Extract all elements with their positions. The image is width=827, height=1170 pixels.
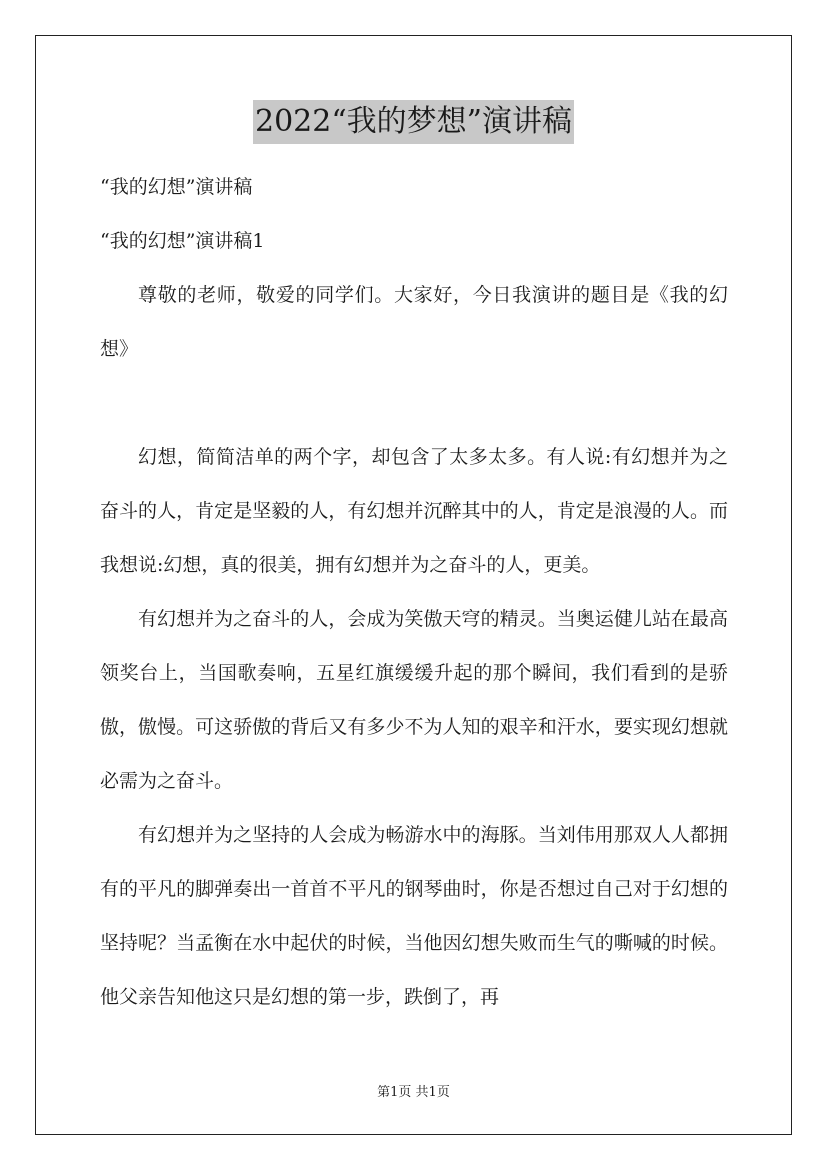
document-body (100, 160, 728, 1024)
document-title: 2022“我的梦想”演讲稿 (253, 100, 574, 144)
paragraph: 幻想，简简洁单的两个字，却包含了太多太多。有人说:有幻想并为之奋斗的人，肯定是坚毅的人，有幻想并沉醉其中的人，肯定是浪漫的人。而我想说:幻想，真的很美，拥有幻想并为之奋斗的人，更美。 (100, 446, 728, 576)
paragraph: 有幻想并为之奋斗的人，会成为笑傲天穹的精灵。当奥运健儿站在最高领奖台上，当国歌奏响，五星红旗缓缓升起的那个瞬间，我们看到的是骄傲，傲慢。可这骄傲的背后又有多少不为人知的艰辛和汗水，要实现幻想就必需为之奋斗。 (100, 608, 728, 792)
title-container (0, 100, 827, 144)
section-heading: “我的幻想”演讲稿1 (100, 230, 265, 252)
blank-line (100, 376, 728, 430)
page-footer: 第1页 共1页 (377, 1085, 450, 1100)
subtitle: “我的幻想”演讲稿 (100, 176, 253, 198)
paragraph-greeting: 尊敬的老师，敬爱的同学们。大家好，今日我演讲的题目是《我的幻想》 (100, 284, 728, 360)
paragraph: 有幻想并为之坚持的人会成为畅游水中的海豚。当刘伟用那双人人都拥有的平凡的脚弹奏出一首首不平凡的钢琴曲时，你是否想过自己对于幻想的坚持呢？当孟衡在水中起伏的时候，当他因幻想失败而生气的嘶喊的时候。他父亲告知他这只是幻想的第一步，跌倒了，再 (100, 824, 728, 1008)
